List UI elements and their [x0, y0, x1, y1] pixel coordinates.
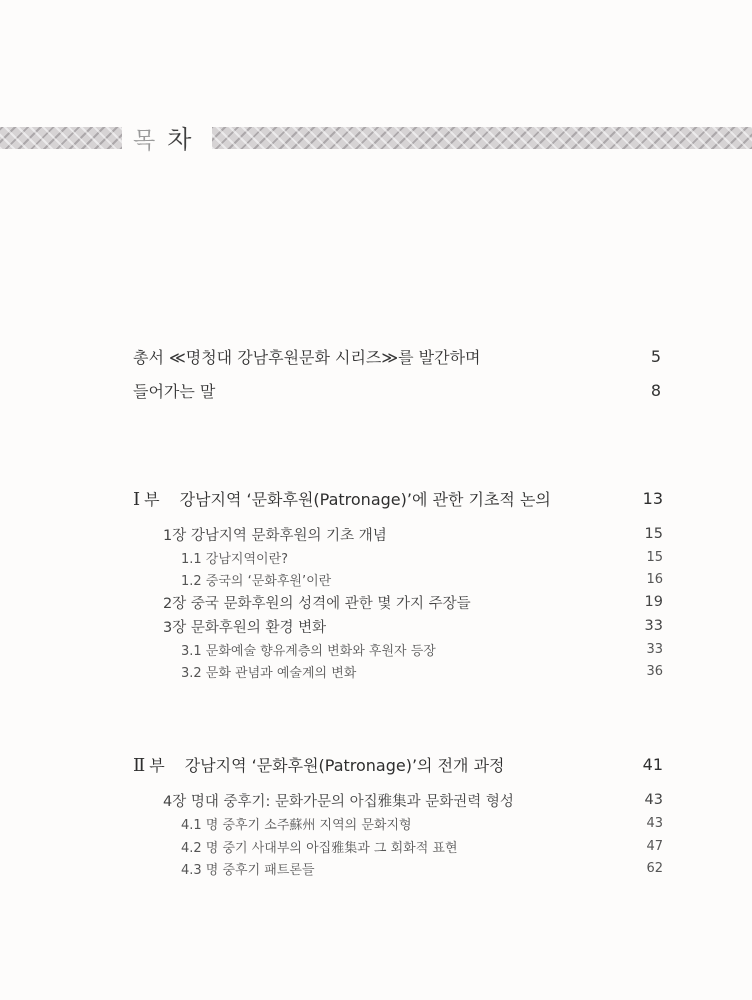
toc-entry-label: 4.2 명 중기 사대부의 아집雅集과 그 회화적 표현	[181, 840, 458, 856]
toc-chapter-4[interactable]	[163, 789, 663, 811]
toc-entry-label: 1.2 중국의 ‘문화후원’이란	[181, 573, 332, 589]
page-title-part2: 차	[167, 125, 192, 154]
toc-entry-page: 15	[644, 526, 663, 542]
page-title-part1: 목	[133, 127, 156, 154]
part-title: 강남지역 ‘문화후원(Patronage)’의 전개 과정	[184, 755, 505, 775]
decorative-pattern-band-right	[212, 127, 752, 149]
toc-entry-page: 41	[642, 754, 663, 774]
toc-entry-label: 3.2 문화 관념과 예술계의 변화	[181, 665, 357, 681]
toc-entry-label: 3.1 문화예술 향유계층의 변화와 후원자 등장	[181, 643, 436, 659]
toc-entry-label: 4장 명대 중후기: 문화가문의 아집雅集과 문화권력 형성	[163, 793, 514, 810]
part-title: 강남지역 ‘문화후원(Patronage)’에 관한 기초적 논의	[179, 489, 551, 509]
toc-entry-foreword[interactable]	[133, 344, 661, 368]
toc-section-1-1[interactable]	[181, 547, 663, 567]
toc-section-4-2[interactable]	[181, 836, 663, 856]
toc-entry-label: 3장 문화후원의 환경 변화	[163, 619, 327, 636]
toc-section-3-1[interactable]	[181, 639, 663, 659]
toc-entry-page: 43	[646, 815, 663, 831]
toc-part-1[interactable]	[133, 485, 663, 511]
toc-entry-page: 8	[650, 380, 661, 400]
part-numeral: Ⅱ	[133, 754, 146, 776]
toc-entry-page: 43	[644, 792, 663, 808]
toc-section-4-3[interactable]	[181, 858, 663, 878]
part-word: 부	[149, 755, 165, 775]
toc-part-2[interactable]	[133, 751, 663, 777]
toc-entry-page: 16	[646, 571, 663, 587]
toc-entry-page: 15	[646, 549, 663, 565]
toc-chapter-1[interactable]	[163, 523, 663, 545]
part-word: 부	[144, 489, 160, 509]
toc-entry-label: 1.1 강남지역이란?	[181, 551, 289, 567]
toc-entry-page: 13	[642, 488, 663, 508]
toc-chapter-2[interactable]	[163, 591, 663, 613]
toc-entry-introduction[interactable]	[133, 378, 661, 402]
toc-entry-page: 33	[644, 618, 663, 634]
toc-entry-page: 5	[650, 346, 661, 366]
toc-entry-page: 19	[644, 594, 663, 610]
toc-entry-page: 36	[646, 663, 663, 679]
toc-section-4-1[interactable]	[181, 813, 663, 833]
toc-section-3-2[interactable]	[181, 661, 663, 681]
toc-entry-page: 33	[646, 641, 663, 657]
toc-entry-label: 들어가는 말	[133, 381, 216, 401]
toc-entry-label: 4.3 명 중후기 패트론들	[181, 862, 315, 878]
toc-entry-page: 62	[646, 860, 663, 876]
toc-chapter-3[interactable]	[163, 615, 663, 637]
toc-entry-page: 47	[646, 838, 663, 854]
toc-entry-label: 2장 중국 문화후원의 성격에 관한 몇 가지 주장들	[163, 595, 471, 612]
toc-entry-label: 1장 강남지역 문화후원의 기초 개념	[163, 527, 387, 544]
part-numeral: Ⅰ	[133, 488, 141, 510]
toc-entry-label: 총서 ≪명청대 강남후원문화 시리즈≫를 발간하며	[133, 347, 481, 367]
toc-section-1-2[interactable]	[181, 569, 663, 589]
toc-entry-label: 4.1 명 중후기 소주蘇州 지역의 문화지형	[181, 817, 412, 833]
decorative-pattern-band-left	[0, 127, 122, 149]
page-title	[133, 122, 191, 154]
